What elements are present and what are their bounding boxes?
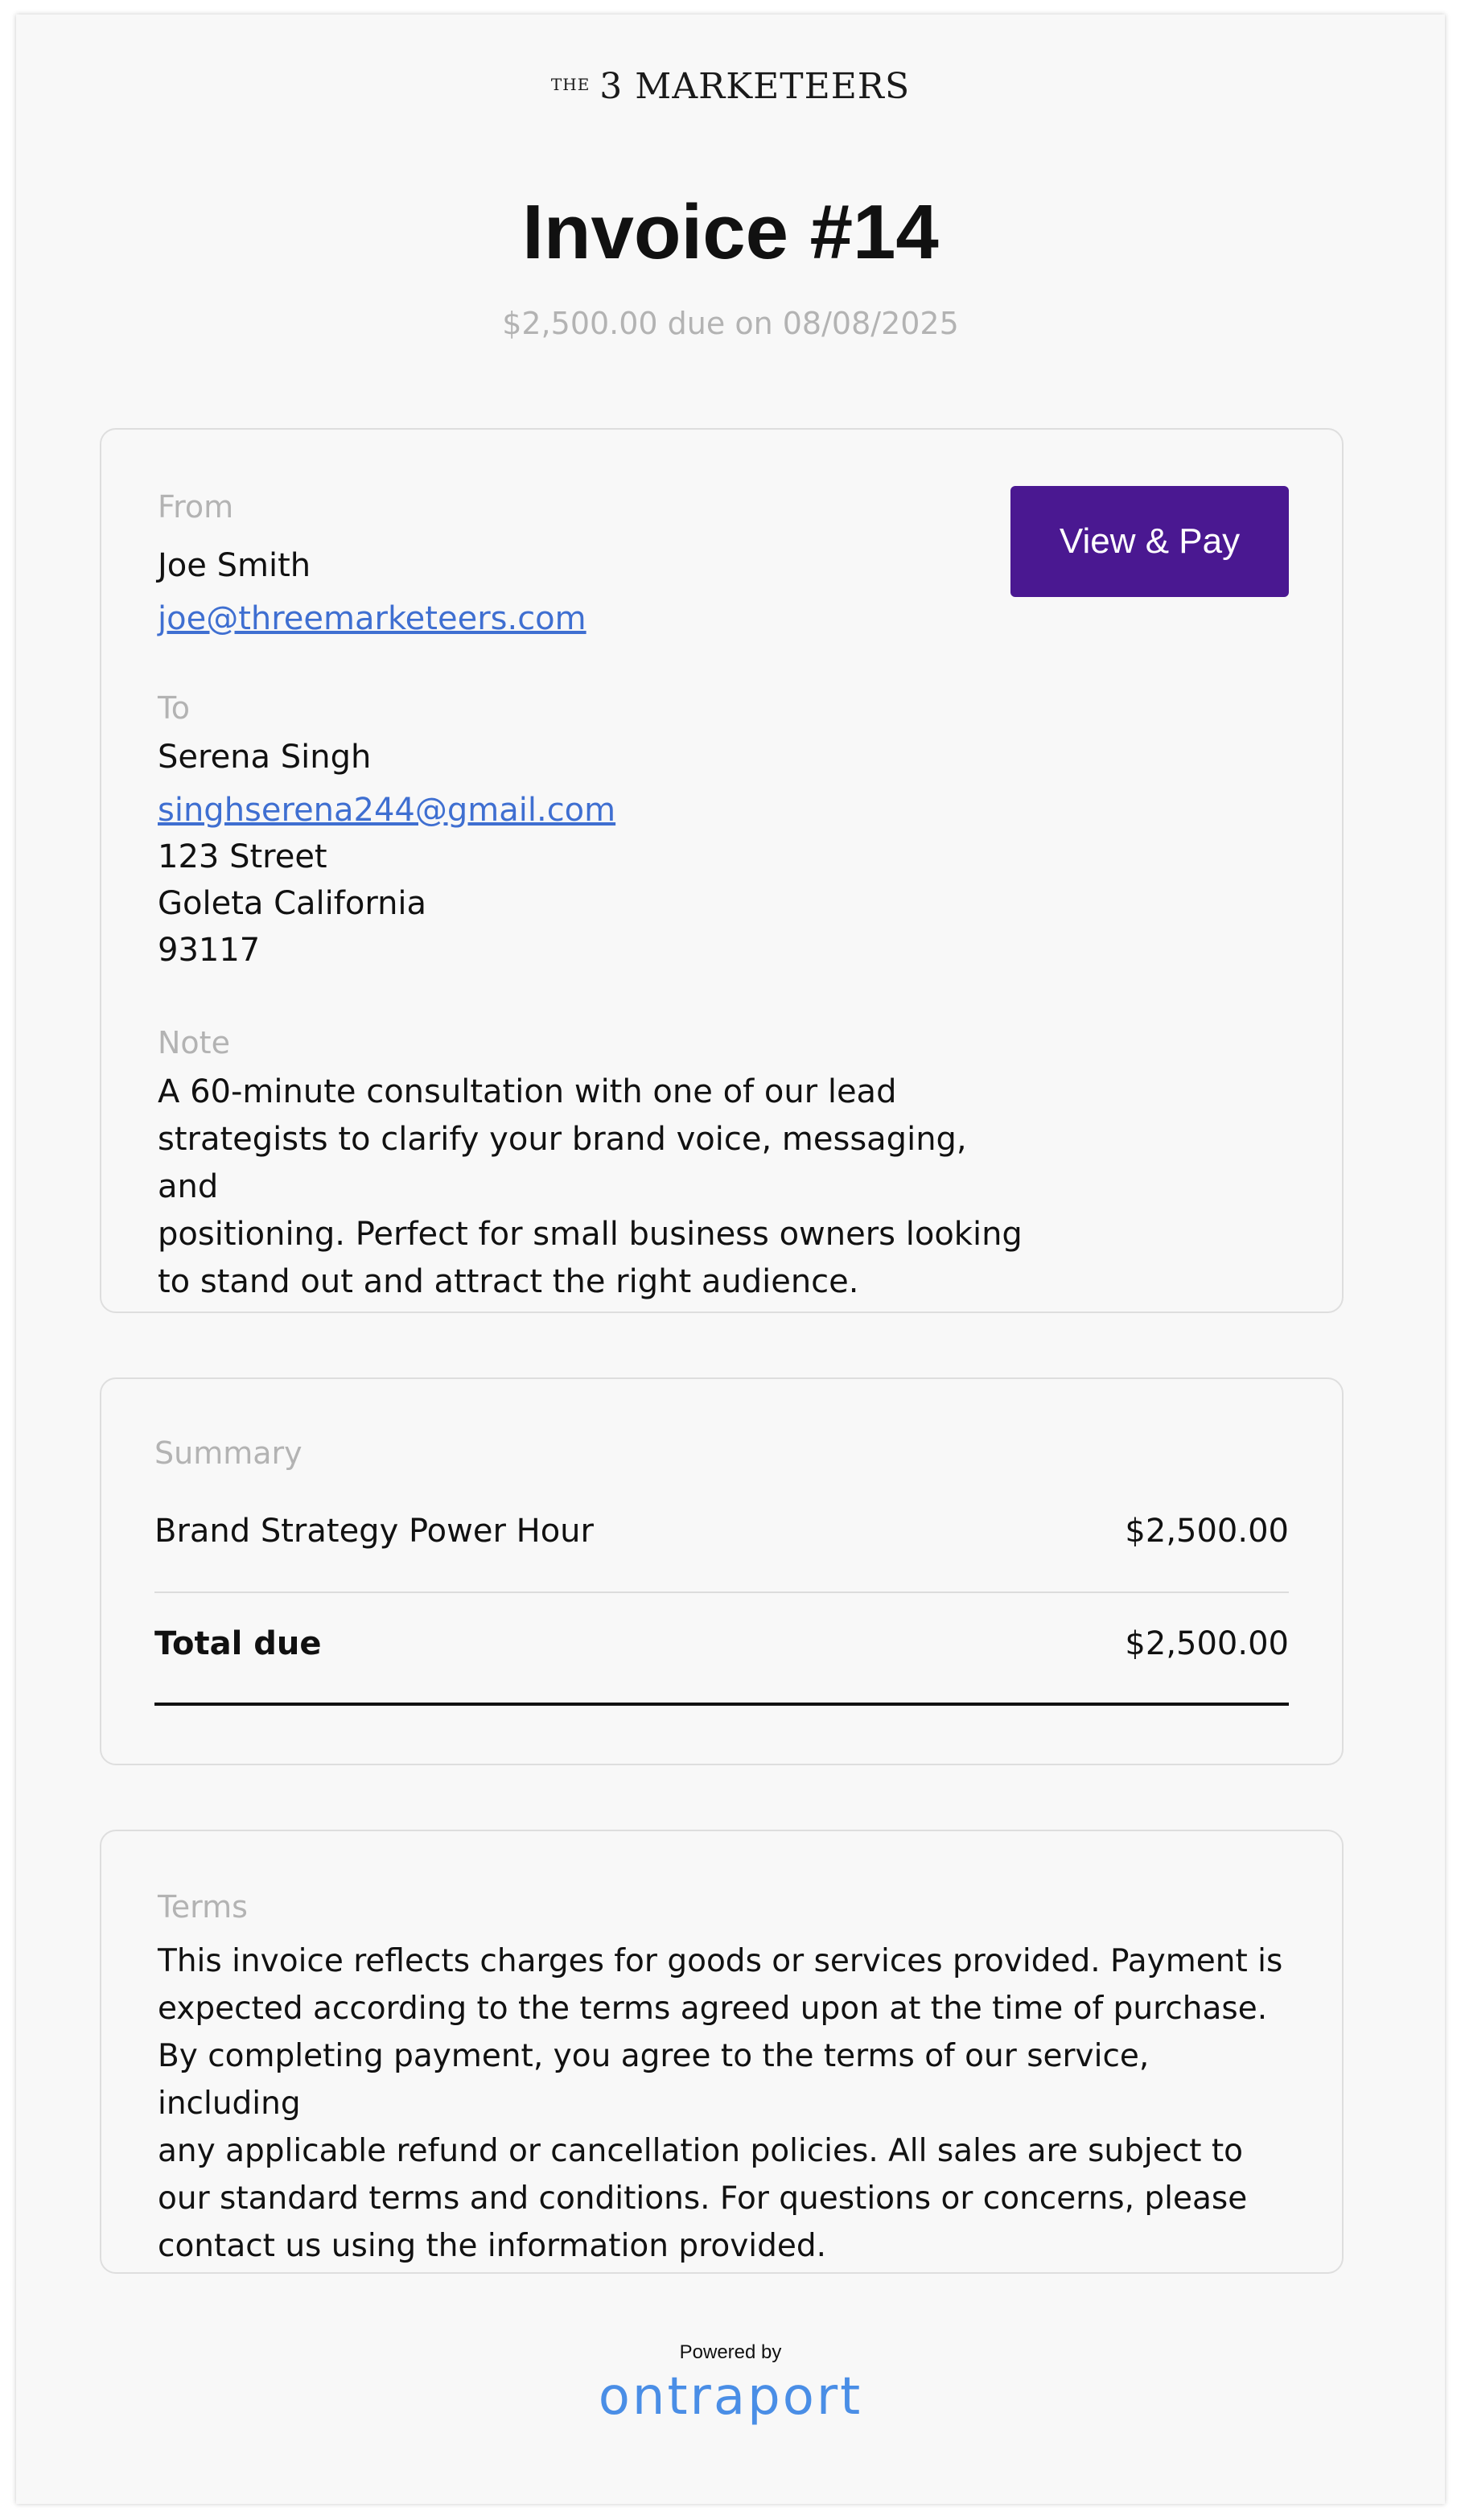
line-item-row — [154, 1513, 1289, 1550]
line-item-name: Brand Strategy Power Hour — [154, 1513, 594, 1550]
from-email-link[interactable]: joe@threemarketeers.com — [158, 600, 586, 637]
note-label: Note — [158, 1025, 230, 1060]
powered-by-label: Powered by — [679, 2341, 782, 2363]
invoice-page — [16, 14, 1445, 2504]
note-line: strategists to clarify your brand voice, messaging, and — [158, 1121, 967, 1205]
to-address-line1: 123 Street — [158, 838, 327, 875]
ontraport-logo: ontraport — [598, 2367, 863, 2427]
total-underline — [154, 1703, 1289, 1706]
summary-card — [100, 1377, 1344, 1765]
invoice-due-subtitle: $2,500.00 due on 08/08/2025 — [502, 306, 959, 341]
note-text — [158, 1069, 1027, 1306]
terms-line: our standard terms and conditions. For questions or concerns, please — [158, 2180, 1248, 2217]
terms-card — [100, 1830, 1344, 2274]
summary-divider — [154, 1591, 1289, 1593]
from-label: From — [158, 489, 234, 525]
terms-line: By completing payment, you agree to the terms of our service, including — [158, 2038, 1150, 2122]
terms-text — [158, 1937, 1300, 2270]
summary-label: Summary — [154, 1435, 302, 1471]
terms-line: any applicable refund or cancellation policies. All sales are subject to — [158, 2133, 1244, 2169]
terms-line: expected according to the terms agreed upon at the time of purchase. — [158, 1991, 1268, 2027]
to-address-line2: Goleta California — [158, 885, 427, 922]
terms-line: This invoice reflects charges for goods or services provided. Payment is — [158, 1943, 1283, 1979]
note-line: to stand out and attract the right audience. — [158, 1263, 859, 1300]
total-row — [154, 1625, 1289, 1662]
to-email-link[interactable]: singhserena244@gmail.com — [158, 792, 616, 829]
view-and-pay-button[interactable]: View & Pay — [1010, 486, 1289, 597]
logo-name: 3 MARKETEERS — [599, 66, 911, 107]
line-item-amount: $2,500.00 — [1125, 1513, 1289, 1550]
from-name: Joe Smith — [158, 547, 311, 584]
note-line: A 60-minute consultation with one of our lead — [158, 1073, 897, 1110]
company-logo — [16, 66, 1445, 107]
to-name: Serena Singh — [158, 739, 372, 776]
logo-prefix: THE — [550, 75, 591, 94]
terms-line: contact us using the information provided. — [158, 2228, 827, 2264]
terms-label: Terms — [158, 1889, 248, 1925]
total-label: Total due — [154, 1625, 322, 1662]
total-amount: $2,500.00 — [1125, 1625, 1289, 1662]
to-address-line3: 93117 — [158, 932, 261, 969]
invoice-title: Invoice #14 — [522, 189, 939, 275]
note-line: positioning. Perfect for small business owners looking — [158, 1216, 1023, 1253]
to-label: To — [158, 690, 191, 726]
invoice-details-card — [100, 428, 1344, 1313]
